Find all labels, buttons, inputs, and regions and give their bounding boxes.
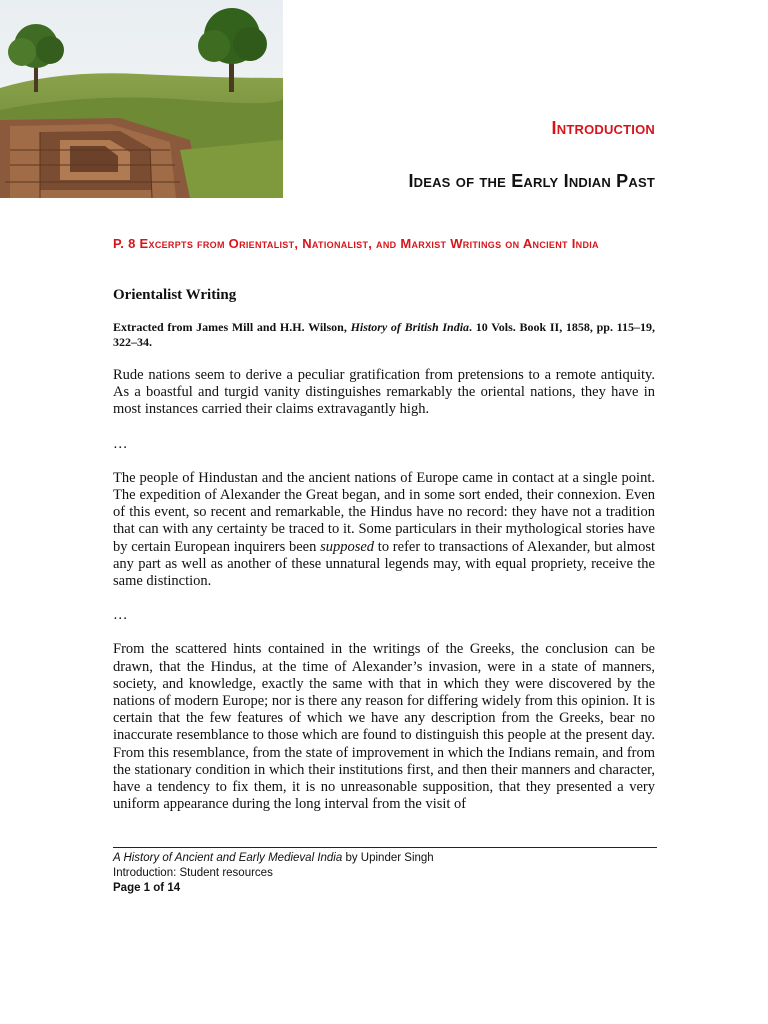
footer-book-title: A History of Ancient and Early Medieval India [113, 852, 343, 864]
footer-book-line [113, 851, 434, 866]
paragraph-3: From the scattered hints contained in the writings of the Greeks, the conclusion can be drawn, that the Hindus, at the time of Alexander’s invasion, were in a state of manners, society, and knowledge, exactly the same with that in which they were discovered by the nations of modern Europe; nor is there any reason for differing widely from this opinion. It is certain that the few features of which we have any description from the Greeks, bear no inaccurate resemblance to those which are found to distinguish this people at the present day. From this resemblance, from the state of improvement in which the Indians remain, and from the stationary condition in which their institutions first, and then their manners and character, have a tendency to fix them, it is no unreasonable supposition, that they presented a very uniform appearance during the long interval from the visit of [113, 641, 655, 813]
ellipsis-2: … [113, 607, 128, 624]
source-suffix: . 10 Vols. Book II, 1858, pp. 115–19, 322–34. [113, 320, 655, 349]
source-citation [113, 320, 655, 350]
source-title: History of British India [350, 320, 470, 334]
header-photo [0, 0, 283, 198]
ellipsis-1: … [113, 435, 128, 452]
page-number: Page 1 of 14 [113, 882, 181, 894]
footer-divider [113, 847, 657, 848]
paragraph-2-emphasis: supposed [320, 538, 375, 555]
footer-resource-line: Introduction: Student resources [113, 867, 273, 879]
page-footer [113, 851, 434, 896]
subsection-heading: Orientalist Writing [113, 287, 237, 303]
paragraph-2-part-b: to refer to transactions of Alexander, but almost any part as well as another of these unnatural legends may, with equal propriety, receive the same distinction. [113, 538, 655, 590]
paragraph-2-part-a: The people of Hindustan and the ancient nations of Europe came in contact at a single point. The expedition of Alexander the Great began, and in some sort ended, their connexion. Even of this event, so recent and remarkable, the Hindus have no record: they have not a tradition that can with any certainty be traced to it. Some particulars in their mythological stories have by certain European inquirers been [113, 469, 655, 555]
archaeological-site-image [0, 0, 283, 198]
paragraph-2 [113, 470, 655, 590]
paragraph-1: Rude nations seem to derive a peculiar gratification from pretensions to a remote antiquity. As a boastful and turgid vanity distinguishes remarkably the oriental nations, they have in most instances carried their claims extravagantly high. [113, 367, 655, 418]
excerpt-body [113, 367, 655, 830]
page-subtitle: Ideas of the Early Indian Past [408, 171, 655, 191]
source-prefix: Extracted from James Mill and H.H. Wilson, [113, 320, 351, 334]
footer-book-author: by Upinder Singh [342, 852, 434, 864]
section-heading: P. 8 Excerpts from Orientalist, Nationalist, and Marxist Writings on Ancient India [113, 236, 599, 251]
page-title: Introduction [551, 118, 655, 138]
